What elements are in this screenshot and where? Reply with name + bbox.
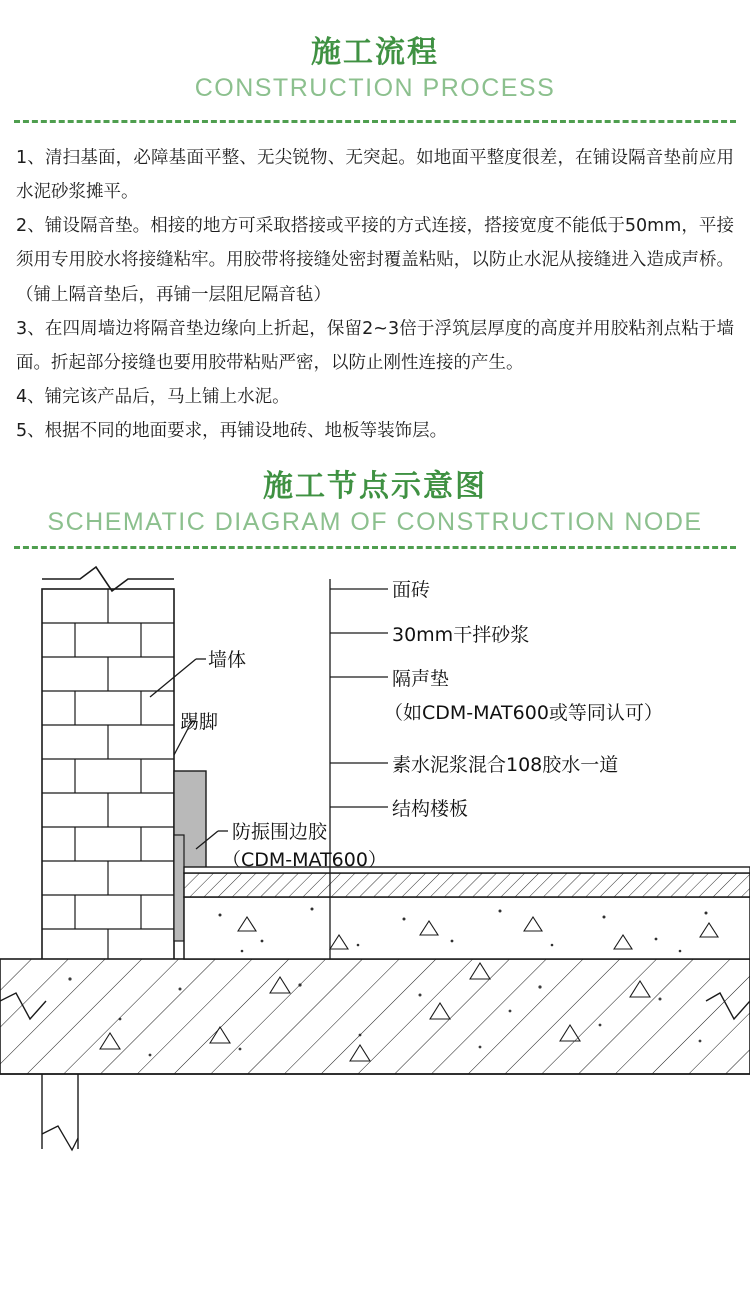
construction-process-heading: [0, 34, 750, 104]
schematic-node-title-cn: 施工节点示意图: [263, 470, 487, 504]
screed-layer-graphic: [184, 897, 750, 959]
label-sound-mat-line1: 隔声垫: [392, 668, 450, 691]
process-step-4: 4、铺完该产品后，马上铺上水泥。: [16, 386, 290, 407]
process-step-2: 2、铺设隔音垫。相接的地方可采取搭接或平接的方式连接，搭接宽度不能低于50mm，平接须用专用胶水将接缝粘牢。用胶带将接缝处密封覆盖粘贴，以防止水泥从接缝进入造成声桥。（铺上隔音垫后，再铺一层阻尼隔音毡）: [16, 216, 734, 305]
label-mortar: 30mm干拌砂浆: [392, 624, 530, 647]
structural-slab-graphic: [0, 959, 750, 1074]
wall-graphic: [42, 567, 174, 989]
schematic-node-title-en: SCHEMATIC DIAGRAM OF CONSTRUCTION NODE: [47, 507, 703, 536]
process-bottom-gap: [0, 452, 750, 468]
process-step-5: 5、根据不同的地面要求，再铺设地砖、地板等装饰层。: [16, 421, 448, 441]
mortar-layer-graphic: [184, 873, 750, 897]
break-symbol-bottom: [42, 1126, 78, 1150]
label-sound-mat-line2: （如CDM-MAT600或等同认可）: [384, 702, 663, 725]
label-tile: 面砖: [392, 579, 431, 602]
label-edge-glue-line1: 防振围边胶: [232, 821, 328, 844]
label-structure-slab: 结构楼板: [392, 798, 469, 821]
schematic-node-heading: [0, 468, 750, 538]
top-spacer: [0, 0, 750, 34]
process-step-1: 1、清扫基面，必障基面平整、无尖锐物、无突起。如地面平整度很差，在铺设隔音垫前应用水泥砂浆摊平。: [16, 148, 734, 203]
heading-gap: [0, 104, 750, 120]
process-step-3: 3、在四周墙边将隔音垫边缘向上折起，保留2~3倍于浮筑层厚度的高度并用胶粘剂点粘于墙面。折起部分接缝也要用胶带粘贴严密，以防止刚性连接的产生。: [16, 318, 734, 373]
construction-process-steps: [0, 123, 750, 452]
construction-process-title-cn: 施工流程: [311, 36, 439, 69]
construction-process-title-en: CONSTRUCTION PROCESS: [194, 73, 556, 102]
label-edge-glue-line2: （CDM-MAT600）: [222, 849, 387, 872]
label-cement-slurry: 素水泥浆混合108胶水一道: [392, 754, 619, 777]
label-skirting: 踢脚: [180, 711, 219, 734]
label-wall: 墙体: [208, 649, 247, 672]
node-heading-gap: [0, 538, 750, 546]
construction-node-diagram: [0, 549, 750, 1169]
edge-glue-graphic: [174, 835, 184, 941]
